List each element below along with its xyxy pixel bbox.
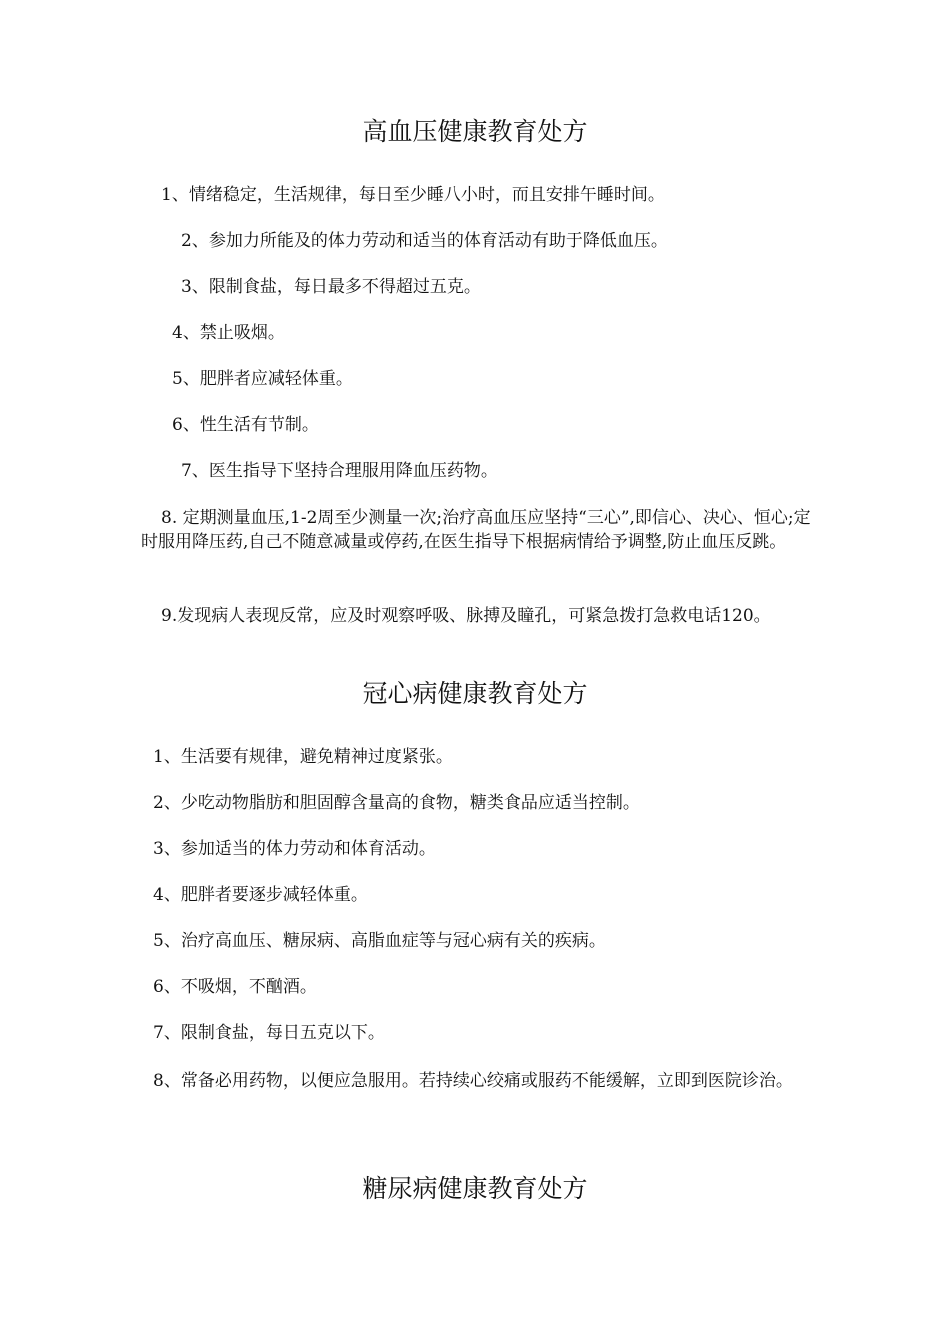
- list-item: 3、限制食盐，每日最多不得超过五克。: [181, 277, 481, 297]
- list-item: 2、少吃动物脂肪和胆固醇含量高的食物，糖类食品应适当控制。: [153, 793, 640, 813]
- list-item: 7、医生指导下坚持合理服用降血压药物。: [181, 461, 498, 481]
- list-item: 2、参加力所能及的体力劳动和适当的体育活动有助于降低血压。: [181, 231, 668, 251]
- list-item: 4、禁止吸烟。: [172, 323, 285, 343]
- list-item: 1、情绪稳定，生活规律，每日至少睡八小时，而且安排午睡时间。: [161, 185, 665, 205]
- section-title-hypertension: 高血压健康教育处方: [362, 117, 588, 146]
- list-item: 5、治疗高血压、糖尿病、高脂血症等与冠心病有关的疾病。: [153, 931, 606, 951]
- list-item: 7、限制食盐，每日五克以下。: [153, 1023, 385, 1043]
- list-item: 6、性生活有节制。: [172, 415, 319, 435]
- list-item: 9.发现病人表现反常，应及时观察呼吸、脉搏及瞳孔，可紧急拨打急救电话120。: [161, 606, 771, 626]
- section-title-coronary: 冠心病健康教育处方: [362, 679, 588, 708]
- section-title-diabetes: 糖尿病健康教育处方: [362, 1174, 588, 1203]
- list-item: 3、参加适当的体力劳动和体育活动。: [153, 839, 436, 859]
- list-item: 8、常备必用药物，以便应急服用。若持续心绞痛或服药不能缓解，立即到医院诊治。: [153, 1071, 793, 1091]
- list-item: 8. 定期测量血压,1-2周至少测量一次;治疗高血压应坚持“三心”,即信心、决心、恒心;定时服用降压药,自己不随意减量或停药,在医生指导下根据病情给予调整,防止血压反跳。: [141, 508, 811, 552]
- list-item: 6、不吸烟，不酗酒。: [153, 977, 317, 997]
- list-item: 1、生活要有规律，避免精神过度紧张。: [153, 747, 453, 767]
- list-item: 5、肥胖者应减轻体重。: [172, 369, 353, 389]
- list-item: 4、肥胖者要逐步减轻体重。: [153, 885, 368, 905]
